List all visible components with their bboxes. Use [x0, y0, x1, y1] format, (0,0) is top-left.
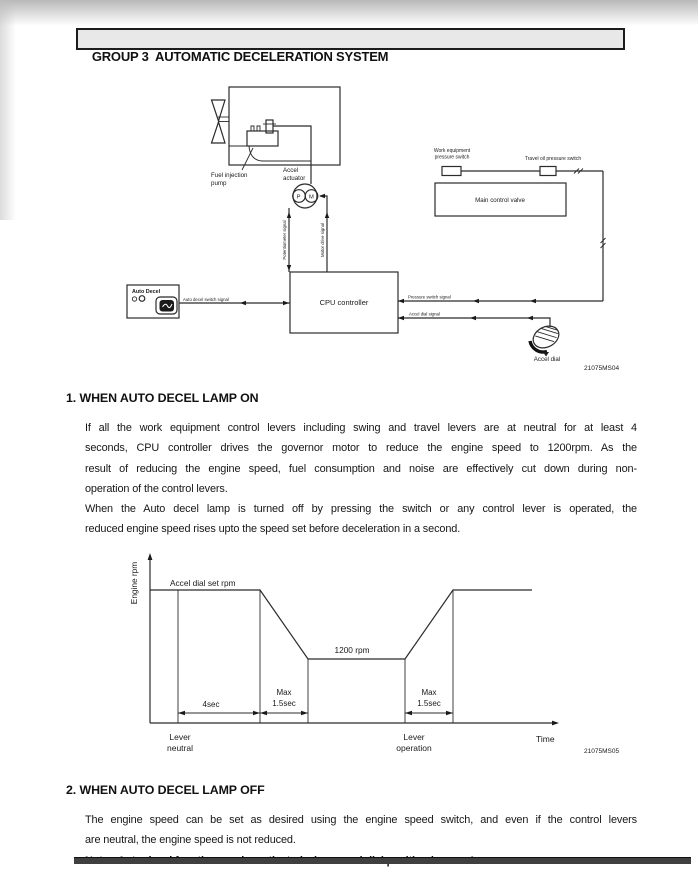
figure-code-ms04: 21075MS04	[584, 365, 620, 372]
accel-dial-knob	[529, 322, 562, 357]
motor-drive-signal-line	[319, 194, 329, 272]
motor-letter: M	[309, 194, 314, 201]
next-section-box-edge	[74, 857, 691, 864]
potentiometer-signal-label: Potentiometer signal	[282, 220, 287, 260]
pressure-switch-signal-line	[398, 295, 603, 304]
main-control-valve-label: Main control valve	[475, 197, 525, 204]
auto-decel-switch	[127, 285, 179, 318]
fuel-injection-pump-label	[211, 148, 253, 187]
auto-decel-switch-signal-line	[179, 297, 290, 305]
ramp1-label-time: 1.5sec	[272, 699, 296, 708]
set-rpm-label: Accel dial set rpm	[170, 578, 236, 588]
lever-neutral-label-2: neutral	[167, 743, 193, 753]
x-axis-label: Time	[536, 734, 555, 744]
section-1-line: reduced engine speed rises upto the speed set before deceleration in a second.	[85, 523, 461, 536]
lamp-icon	[139, 296, 145, 302]
accel-actuator	[283, 167, 318, 208]
section-1-heading: 1. WHEN AUTO DECEL LAMP ON	[66, 391, 259, 405]
section-2-line: The engine speed can be set as desired using the engine speed switch, and even if the control levers	[85, 814, 637, 826]
page-top-scan-shade	[0, 0, 698, 26]
ramp2-label-max: Max	[421, 688, 437, 697]
travel-oil-pressure-switch	[525, 156, 581, 176]
accel-dial-label: Accel dial	[533, 356, 561, 363]
section-1-line: seconds, CPU controller drives the governor motor to reduce the engine speed to 1200rpm. As the	[85, 442, 637, 455]
section-2-line: are neutral, the engine speed is not reduced.	[85, 834, 296, 847]
low-rpm-label: 1200 rpm	[334, 645, 370, 655]
work-equipment-switch-label-1: Work equipment	[433, 148, 471, 154]
work-equipment-switch-label-2: pressure switch	[434, 154, 470, 161]
indicator-dot	[132, 297, 136, 301]
fuel-injection-pump-label-2: pump	[211, 180, 227, 187]
potentiometer-letter: P	[296, 194, 301, 201]
cpu-controller	[290, 272, 398, 333]
section-1-line: result of reducing the engine speed, fuel consumption and noise are effectively cut down during non-	[85, 462, 637, 475]
travel-oil-pressure-switch-label: Travel oil pressure switch	[524, 156, 582, 162]
section-1-line: If all the work equipment control levers including swing and travel levers are at neutral for at least 4	[85, 422, 637, 434]
section-1-line: operation of the control levers.	[85, 482, 228, 495]
accel-actuator-label-1: Accel	[283, 167, 299, 174]
ramp2-label-time: 1.5sec	[417, 699, 441, 708]
section-1-body	[66, 418, 637, 540]
fuel-injection-pump-label-1: Fuel injection	[211, 172, 248, 179]
accel-dial-signal-label: Accel dial signal	[409, 311, 440, 317]
pressure-switch-wiring	[461, 169, 606, 302]
page-left-scan-shade	[0, 0, 16, 220]
dwell-label: 4sec	[202, 700, 220, 709]
auto-decel-switch-signal-label: Auto decel switch signal	[183, 296, 229, 302]
group-heading-title: GROUP 3 AUTOMATIC DECELERATION SYSTEM	[91, 49, 389, 64]
decel-timing-graph	[100, 545, 660, 760]
section-1-line: When the Auto decel lamp is turned off by pressing the switch or any control lever is operated, the	[85, 503, 637, 516]
figure-code-ms05: 21075MS05	[584, 748, 620, 755]
accel-dial-signal-line	[398, 312, 550, 327]
potentiometer-signal-line	[282, 208, 291, 272]
duration-arrows	[178, 711, 453, 715]
y-axis-label: Engine rpm	[129, 561, 139, 605]
auto-decel-switch-title: Auto Decel	[132, 289, 161, 295]
pressure-switch-signal-label: Pressure switch signal	[408, 294, 451, 300]
accel-actuator-label-2: actuator	[283, 175, 306, 182]
lever-operation-label-2: operation	[396, 743, 432, 753]
section-1	[66, 391, 637, 540]
section-2-heading: 2. WHEN AUTO DECEL LAMP OFF	[66, 783, 265, 797]
decel-button-icon	[160, 300, 175, 312]
lever-neutral-label-1: Lever	[169, 732, 191, 742]
fan-icon	[212, 100, 230, 143]
cpu-controller-label: CPU controller	[319, 298, 369, 307]
main-control-valve	[435, 183, 566, 216]
lever-operation-label-1: Lever	[403, 732, 425, 742]
group-heading-box	[76, 28, 625, 64]
ramp1-label-max: Max	[276, 688, 292, 697]
motor-drive-signal-label: Motor drive signal	[320, 223, 325, 257]
system-diagram	[100, 80, 660, 380]
